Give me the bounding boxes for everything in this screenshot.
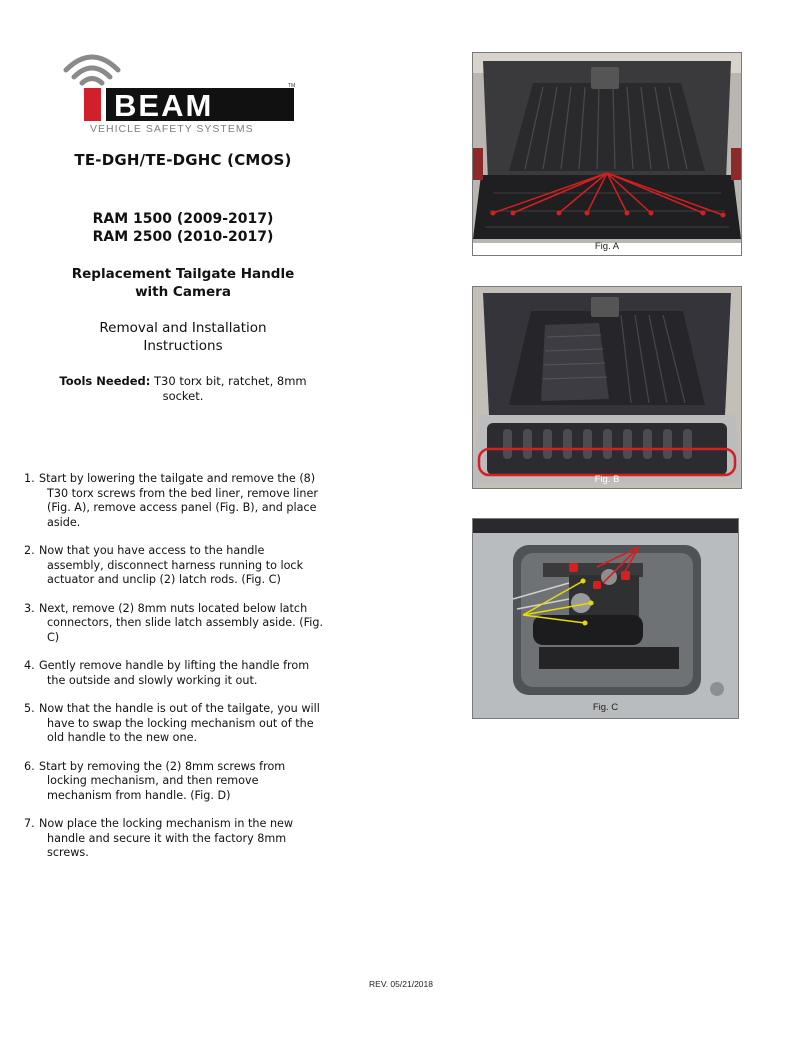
step-3 [24, 602, 324, 646]
svg-text:BEAM: BEAM [114, 88, 214, 123]
subtitle-line-1: Removal and Installation [99, 320, 267, 336]
step-2 [24, 544, 324, 588]
step-number: 1. [24, 472, 35, 485]
step-5 [24, 702, 324, 746]
step-number: 6. [24, 759, 35, 773]
step-6 [24, 760, 324, 804]
subtitle-line-2: Instructions [143, 338, 223, 354]
figure-b-photo [472, 286, 742, 489]
step-number: 2. [24, 544, 35, 557]
step-text: Now place the locking mechanism in the new handle and secure it with the factory 8mm screws. [39, 817, 294, 859]
step-text: Start by lowering the tailgate and remove the (8) T30 torx screws from the bed liner, remove liner (Fig. A), remove access panel (Fig. B), and place aside. [39, 472, 318, 529]
vehicle-line-2: RAM 2500 (2010-2017) [92, 229, 274, 245]
step-text: Gently remove handle by lifting the handle from the outside and slowly working it out. [39, 659, 310, 687]
svg-text:TM: TM [288, 83, 296, 89]
tools-label: Tools Needed: [59, 374, 151, 388]
document-subtitle [40, 319, 326, 355]
figure-a-photo [472, 52, 742, 256]
step-number: 5. [24, 702, 35, 715]
step-7 [24, 817, 324, 861]
product-line-1: Replacement Tailgate Handle [71, 266, 295, 282]
revision-date: REV. 05/21/2018 [369, 979, 433, 989]
step-number: 4. [24, 659, 35, 672]
vehicle-line-1: RAM 1500 (2009-2017) [92, 211, 274, 227]
step-1 [24, 472, 324, 530]
step-text: Now that you have access to the handle assembly, disconnect harness running to lock actuator and unclip (2) latch rods. (Fig. C) [39, 544, 304, 586]
step-4 [24, 659, 324, 688]
figure-a-caption: Fig. A [594, 241, 620, 252]
model-number: TE-DGH/TE-DGHC (CMOS) [74, 151, 292, 169]
instruction-steps [24, 472, 324, 875]
step-number: 3. [24, 601, 35, 615]
step-text: Next, remove (2) 8mm nuts located below latch connectors, then slide latch assembly aside. (Fig. C) [39, 601, 324, 644]
ibeam-logo [62, 50, 302, 136]
svg-text:VEHICLE SAFETY SYSTEMS: VEHICLE SAFETY SYSTEMS [90, 123, 254, 135]
step-number: 7. [24, 817, 35, 830]
product-title [40, 265, 326, 301]
step-text: Start by removing the (2) 8mm screws from locking mechanism, and then remove mechanism from handle. (Fig. D) [39, 759, 286, 802]
figure-c-caption: Fig. C [592, 702, 619, 713]
tools-needed [50, 374, 316, 404]
product-line-2: with Camera [135, 284, 231, 300]
tools-text: T30 torx bit, ratchet, 8mm socket. [154, 374, 307, 403]
figure-c-photo [472, 518, 739, 719]
vehicle-compatibility [40, 210, 326, 246]
step-text: Now that the handle is out of the tailgate, you will have to swap the locking mechanism out of the old handle to the new one. [39, 702, 320, 744]
figure-b-caption: Fig. B [594, 474, 620, 485]
